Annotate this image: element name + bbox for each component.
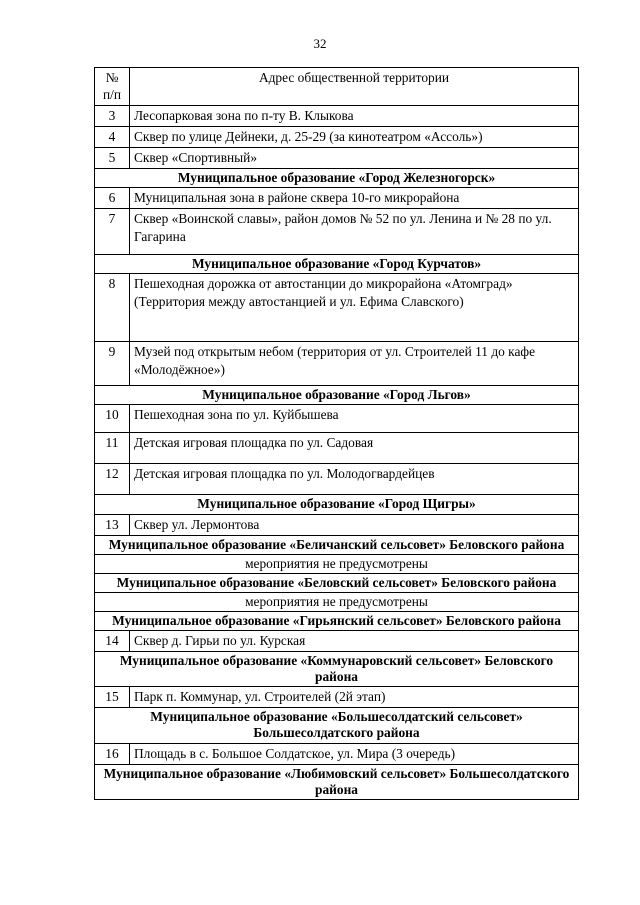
address-cell: Сквер д. Гирьи по ул. Курская: [130, 631, 579, 652]
table-row: [95, 687, 579, 708]
number-column-header: [95, 68, 130, 106]
row-number: 15: [95, 687, 130, 708]
table-row: [95, 148, 579, 169]
page-number: 32: [313, 36, 327, 51]
address-cell: Лесопарковая зона по п-ту В. Клыкова: [130, 105, 579, 126]
section-row: [95, 495, 579, 514]
section-heading: Муниципальное образование «Город Железногорск»: [95, 169, 579, 188]
number-sign: №: [105, 70, 119, 85]
section-row: [95, 611, 579, 630]
section-heading: Муниципальное образование «Город Льгов»: [95, 386, 579, 405]
section-row: [95, 535, 579, 554]
address-cell: Пешеходная зона по ул. Куйбышева: [130, 405, 579, 433]
section-row: [95, 255, 579, 274]
row-number: 3: [95, 105, 130, 126]
section-heading: Муниципальное образование «Любимовский сельсовет» Большесолдатского района: [95, 764, 579, 799]
row-number: 16: [95, 743, 130, 764]
table-row: [95, 631, 579, 652]
note-row: [95, 592, 579, 611]
section-row: [95, 573, 579, 592]
table-row: [95, 105, 579, 126]
table-row: [95, 126, 579, 147]
address-cell: Площадь в с. Большое Солдатское, ул. Мира (3 очередь): [130, 743, 579, 764]
row-number: 4: [95, 126, 130, 147]
note-text: мероприятия не предусмотрены: [95, 592, 579, 611]
row-number: 11: [95, 433, 130, 464]
row-number: 9: [95, 342, 130, 386]
table-row: [95, 405, 579, 433]
table-row: [95, 209, 579, 255]
section-row: [95, 652, 579, 687]
section-row: [95, 764, 579, 799]
address-column-header: Адрес общественной территории: [130, 68, 579, 106]
section-heading: Муниципальное образование «Коммунаровский сельсовет» Беловского района: [95, 652, 579, 687]
row-number: 8: [95, 274, 130, 342]
section-heading: Муниципальное образование «Большесолдатский сельсовет» Большесолдатского района: [95, 708, 579, 743]
number-abbrev: п/п: [102, 87, 122, 103]
row-number: 10: [95, 405, 130, 433]
section-heading: Муниципальное образование «Гирьянский сельсовет» Беловского района: [95, 611, 579, 630]
row-number: 7: [95, 209, 130, 255]
section-heading: Муниципальное образование «Беличанский сельсовет» Беловского района: [95, 535, 579, 554]
section-row: [95, 386, 579, 405]
table-row: [95, 274, 579, 342]
table-row: [95, 514, 579, 535]
address-cell: Сквер по улице Дейнеки, д. 25-29 (за кинотеатром «Ассоль»): [130, 126, 579, 147]
table-row: [95, 433, 579, 464]
table-row: [95, 743, 579, 764]
table-row: [95, 188, 579, 209]
note-row: [95, 554, 579, 573]
table-row: [95, 464, 579, 495]
table-header-row: [95, 68, 579, 106]
section-heading: Муниципальное образование «Город Щигры»: [95, 495, 579, 514]
row-number: 6: [95, 188, 130, 209]
territory-table: [94, 67, 579, 800]
row-number: 13: [95, 514, 130, 535]
section-heading: Муниципальное образование «Беловский сельсовет» Беловского района: [95, 573, 579, 592]
row-number: 12: [95, 464, 130, 495]
address-cell: Сквер ул. Лермонтова: [130, 514, 579, 535]
section-row: [95, 169, 579, 188]
address-cell: Сквер «Спортивный»: [130, 148, 579, 169]
section-row: [95, 708, 579, 743]
table-body: [95, 105, 579, 799]
address-cell: Парк п. Коммунар, ул. Строителей (2й этап): [130, 687, 579, 708]
address-cell: Детская игровая площадка по ул. Садовая: [130, 433, 579, 464]
section-heading: Муниципальное образование «Город Курчатов»: [95, 255, 579, 274]
table-row: [95, 342, 579, 386]
note-text: мероприятия не предусмотрены: [95, 554, 579, 573]
address-cell: Детская игровая площадка по ул. Молодогвардейцев: [130, 464, 579, 495]
address-cell: Пешеходная дорожка от автостанции до микрорайона «Атомград» (Территория между автостанцией и ул. Ефима Славского): [130, 274, 579, 342]
row-number: 5: [95, 148, 130, 169]
address-cell: Муниципальная зона в районе сквера 10-го микрорайона: [130, 188, 579, 209]
address-cell: Сквер «Воинской славы», район домов № 52 по ул. Ленина и № 28 по ул. Гагарина: [130, 209, 579, 255]
row-number: 14: [95, 631, 130, 652]
address-cell: Музей под открытым небом (территория от ул. Строителей 11 до кафе «Молодёжное»): [130, 342, 579, 386]
